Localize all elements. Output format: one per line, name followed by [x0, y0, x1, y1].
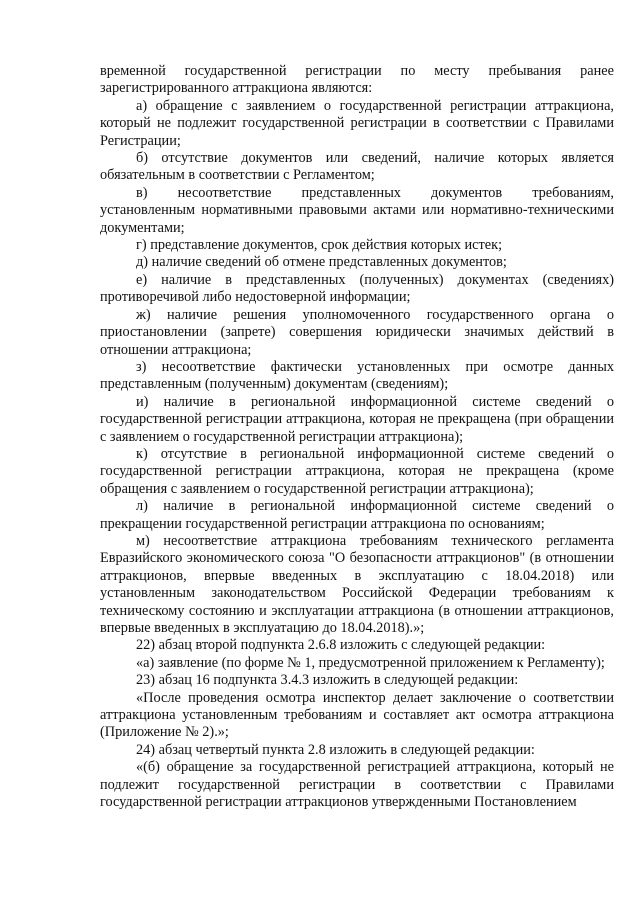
paragraph-amendment-22: 22) абзац второй подпункта 2.6.8 изложить с следующей редакции: [136, 637, 546, 654]
paragraph-item-b: б) отсутствие документов или сведений, наличие которых является обязательным в соответствии с Регламентом; [100, 150, 614, 184]
paragraph-item-k: к) отсутствие в региональной информационной системе сведений о государственной регистрации аттракциона, которая не прекращена (кроме обращения с заявлением о государственной регистрации аттракциона); [100, 445, 614, 497]
paragraph-item-v: в) несоответствие представленных документов требованиям, установленным нормативными правовыми актами или нормативно-техническими документами; [100, 184, 614, 236]
paragraph-item-i: и) наличие в региональной информационной системе сведений о государственной регистрации аттракциона, которая не прекращена (при обращении с заявлением о государственной регистрации аттракциона); [100, 393, 614, 445]
paragraph-item-e: е) наличие в представленных (полученных) документах (сведениях) противоречивой либо недостоверной информации; [100, 271, 614, 306]
paragraph-amendment-24-text: «(б) обращение за государственной регистрацией аттракциона, который не подлежит государственной регистрации в соответствии с Правилами государственной регистрации аттракционов утвержденными Постановлением [100, 759, 614, 811]
paragraph-item-m: м) несоответствие аттракциона требованиям технического регламента Евразийского экономического союза "О безопасности аттракционов" (в отношении аттракционов, впервые введенных в эксплуатацию с 18.04.2018) или установленным законодательством Российской Федерации требованиям к техническому состоянию и эксплуатации аттракциона (в отношении аттракционов, впервые введенных в эксплуатацию до 18.04.2018).»; [100, 532, 614, 636]
paragraph-item-a: а) обращение с заявлением о государственной регистрации аттракциона, который не подлежит государственной регистрации в соответствии с Правилами Регистрации; [100, 97, 614, 149]
document-page [100, 63, 614, 811]
paragraph-item-l: л) наличие в региональной информационной системе сведений о прекращении государственной регистрации аттракциона по основаниям; [100, 498, 614, 532]
paragraph-item-zh: ж) наличие решения уполномоченного государственного органа о приостановлении (запрете) совершения юридически значимых действий в отношении аттракциона; [100, 306, 614, 358]
paragraph-item-d: д) наличие сведений об отмене представленных документов; [136, 254, 507, 271]
paragraph-amendment-24: 24) абзац четвертый пункта 2.8 изложить в следующей редакции: [136, 741, 535, 758]
paragraph-amendment-22-text: «а) заявление (по форме № 1, предусмотренной приложением к Регламенту); [136, 654, 605, 671]
paragraph-item-z: з) несоответствие фактически установленных при осмотре данных представленным (полученным) документам (сведениям); [100, 358, 614, 393]
paragraph-item-g: г) представление документов, срок действия которых истек; [136, 237, 503, 254]
paragraph-intro: временной государственной регистрации по месту пребывания ранее зарегистрированного аттракциона являются: [100, 63, 614, 97]
paragraph-amendment-23: 23) абзац 16 подпункта 3.4.3 изложить в следующей редакции: [136, 672, 519, 689]
paragraph-amendment-23-text: «После проведения осмотра инспектор делает заключение о соответствии аттракциона установленным требованиям и составляет акт осмотра аттракциона (Приложение № 2).»; [100, 689, 614, 741]
